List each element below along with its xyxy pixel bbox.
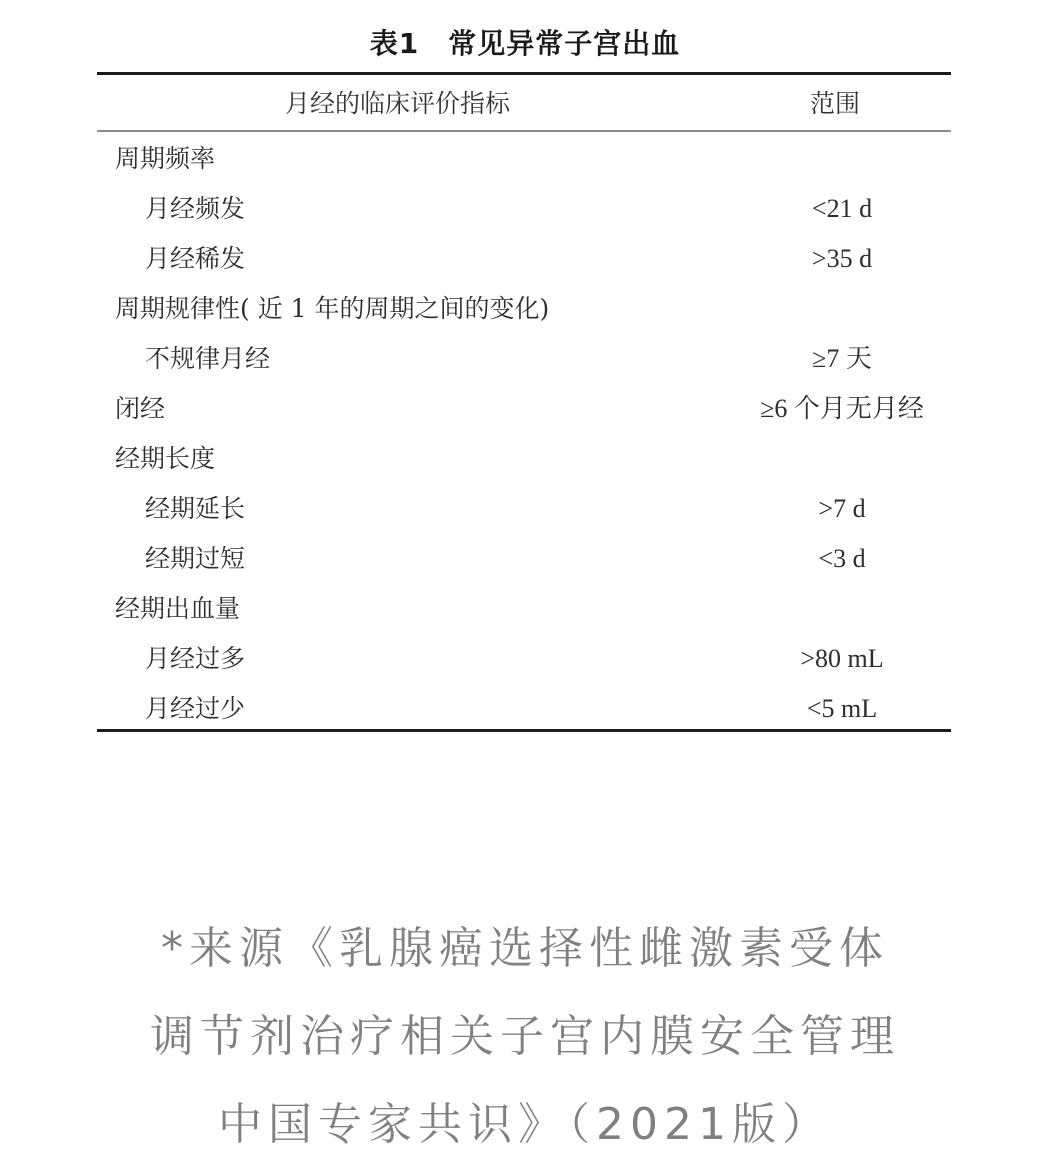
table-title: 表1 常见异常子宫出血 xyxy=(369,27,681,60)
row-label: 周期频率 xyxy=(115,144,216,173)
row-value: ≥6 个月无月经 xyxy=(760,394,924,423)
row-label: 经期过短 xyxy=(145,544,246,573)
row-label: 周期规律性( 近 1 年的周期之间的变化) xyxy=(115,294,550,323)
row-value: ≥7 天 xyxy=(812,344,872,373)
row-value: <3 d xyxy=(818,544,866,573)
source-citation xyxy=(60,905,990,1169)
table-row xyxy=(97,134,951,184)
header-indicator: 月经的临床评价指标 xyxy=(285,89,511,118)
row-label: 不规律月经 xyxy=(145,344,271,373)
row-value: >80 mL xyxy=(800,644,884,673)
row-label: 月经过多 xyxy=(145,644,246,673)
table-row xyxy=(97,584,951,634)
source-line-3: 中国专家共识》（2021版） xyxy=(218,1099,832,1150)
row-label: 经期延长 xyxy=(145,494,246,523)
table-row xyxy=(97,384,951,434)
header-range: 范围 xyxy=(810,89,861,118)
table-row xyxy=(97,184,951,234)
table-header-rule xyxy=(97,130,951,132)
row-value: <5 mL xyxy=(806,694,878,723)
table-row xyxy=(97,684,951,734)
row-label: 月经过少 xyxy=(145,694,246,723)
table-row xyxy=(97,234,951,284)
source-line-2: 调节剂治疗相关子宫内膜安全管理 xyxy=(150,1011,900,1062)
table-bottom-rule xyxy=(97,729,951,732)
table-row xyxy=(97,534,951,584)
table-row xyxy=(97,634,951,684)
table-row xyxy=(97,284,951,334)
table-row xyxy=(97,434,951,484)
row-label: 经期长度 xyxy=(115,444,216,473)
row-value: >35 d xyxy=(811,244,873,273)
row-label: 月经稀发 xyxy=(145,244,246,273)
row-label: 经期出血量 xyxy=(115,594,241,623)
row-label: 闭经 xyxy=(115,394,166,423)
table-row xyxy=(97,484,951,534)
row-value: >7 d xyxy=(818,494,866,523)
table-row xyxy=(97,334,951,384)
row-value: <21 d xyxy=(811,194,873,223)
source-line-1: *来源《乳腺癌选择性雌激素受体 xyxy=(161,923,889,974)
table-top-rule xyxy=(97,72,951,75)
row-label: 月经频发 xyxy=(145,194,246,223)
